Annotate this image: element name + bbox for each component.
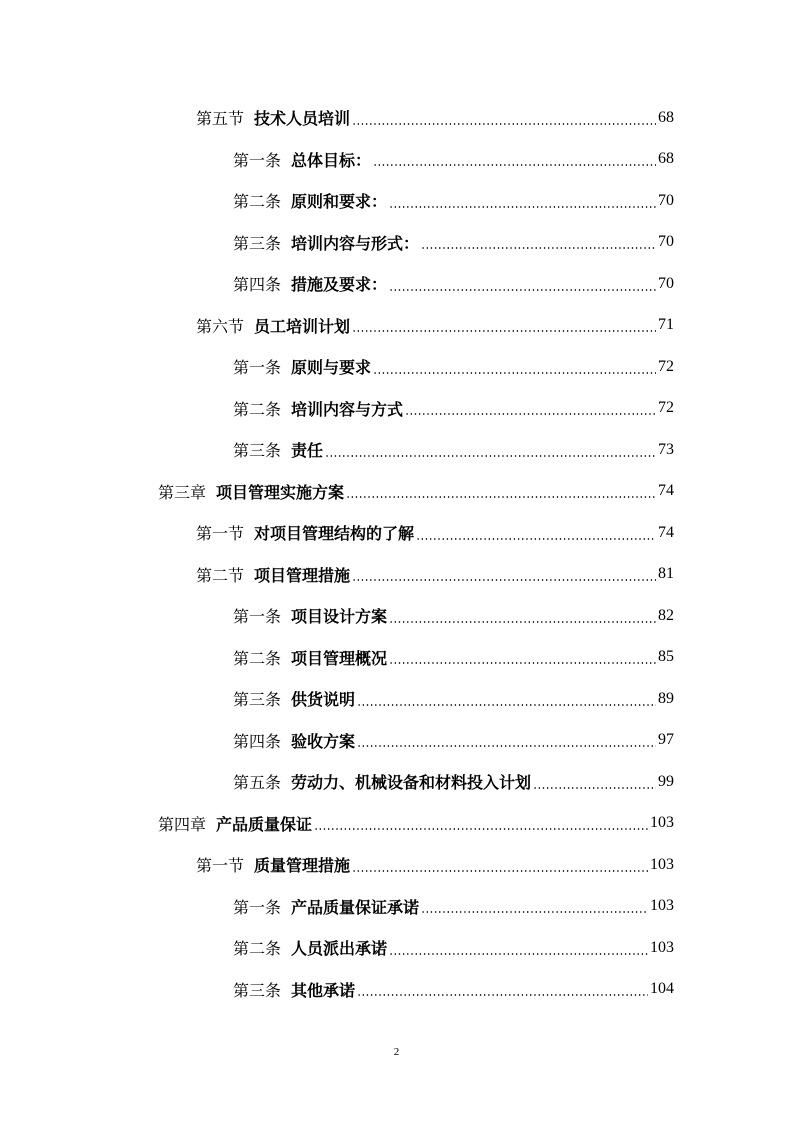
toc-entry[interactable] bbox=[0, 761, 793, 803]
toc-leader-dots bbox=[389, 662, 656, 664]
toc-entry-title: 产品质量保证 bbox=[216, 814, 313, 834]
toc-entry-title: 总体目标： bbox=[291, 150, 372, 170]
toc-entry-page: 68 bbox=[658, 108, 674, 126]
toc-entry-title: 培训内容与方式 bbox=[291, 399, 404, 419]
toc-entry-page: 74 bbox=[658, 482, 674, 500]
toc-leader-dots bbox=[352, 870, 648, 872]
toc-entry-page: 68 bbox=[658, 150, 674, 168]
toc-leader-dots bbox=[352, 330, 656, 332]
toc-leader-dots bbox=[389, 953, 648, 955]
toc-entry-title: 措施及要求： bbox=[291, 275, 388, 295]
toc-leader-dots bbox=[389, 621, 656, 623]
toc-leader-dots bbox=[357, 704, 656, 706]
toc-entry-page: 70 bbox=[658, 191, 674, 209]
toc-entry[interactable] bbox=[0, 139, 793, 181]
page-number: 2 bbox=[393, 1046, 400, 1058]
toc-entry-number: 第二条 bbox=[233, 399, 282, 419]
toc-entry-number: 第三条 bbox=[233, 690, 282, 710]
toc-entry[interactable] bbox=[0, 346, 793, 388]
toc-entry-number: 第四条 bbox=[233, 731, 282, 751]
toc-entry[interactable] bbox=[0, 927, 793, 969]
toc-entry[interactable] bbox=[0, 678, 793, 720]
toc-entry-page: 103 bbox=[650, 855, 674, 873]
toc-entry-page: 74 bbox=[658, 523, 674, 541]
toc-entry-title: 其他承诺 bbox=[291, 980, 356, 1000]
toc-entry[interactable] bbox=[0, 637, 793, 679]
toc-entry-page: 97 bbox=[658, 731, 674, 749]
toc-entry[interactable] bbox=[0, 512, 793, 554]
toc-entry[interactable] bbox=[0, 263, 793, 305]
toc-entry-number: 第四条 bbox=[233, 275, 282, 295]
toc-leader-dots bbox=[357, 994, 648, 996]
toc-entry[interactable] bbox=[0, 720, 793, 762]
toc-entry-title: 项目管理实施方案 bbox=[216, 482, 345, 502]
toc-entry-title: 项目设计方案 bbox=[291, 607, 388, 627]
toc-entry-page: 72 bbox=[658, 357, 674, 375]
toc-entry-title: 人员派出承诺 bbox=[291, 939, 388, 959]
toc-entry-page: 99 bbox=[658, 772, 674, 790]
toc-entry-number: 第三章 bbox=[158, 482, 207, 502]
toc-entry-page: 81 bbox=[658, 565, 674, 583]
toc-entry-page: 89 bbox=[658, 689, 674, 707]
toc-entry-number: 第一条 bbox=[233, 897, 282, 917]
toc-entry-title: 技术人员培训 bbox=[254, 109, 351, 129]
toc-leader-dots bbox=[373, 372, 656, 374]
toc-entry-title: 培训内容与形式： bbox=[291, 233, 420, 253]
toc-entry[interactable] bbox=[0, 595, 793, 637]
toc-entry-page: 103 bbox=[650, 897, 674, 915]
toc-entry[interactable] bbox=[0, 180, 793, 222]
toc-entry[interactable] bbox=[0, 471, 793, 513]
toc-entry-number: 第二条 bbox=[233, 939, 282, 959]
toc-entry-page: 71 bbox=[658, 316, 674, 334]
toc-entry[interactable] bbox=[0, 97, 793, 139]
toc-entry-title: 责任 bbox=[291, 441, 324, 461]
toc-entry-page: 85 bbox=[658, 648, 674, 666]
toc-entry[interactable] bbox=[0, 803, 793, 845]
toc-entry-number: 第三条 bbox=[233, 441, 282, 461]
toc-entry[interactable] bbox=[0, 844, 793, 886]
toc-entry[interactable] bbox=[0, 222, 793, 264]
toc-entry-title: 产品质量保证承诺 bbox=[291, 897, 420, 917]
toc-entry[interactable] bbox=[0, 388, 793, 430]
toc-entry-page: 82 bbox=[658, 606, 674, 624]
toc-entry-number: 第二条 bbox=[233, 648, 282, 668]
toc-entry-title: 员工培训计划 bbox=[254, 316, 351, 336]
toc-entry-number: 第一条 bbox=[233, 150, 282, 170]
toc-entry-title: 劳动力、机械设备和材料投入计划 bbox=[291, 773, 532, 793]
toc-entry-title: 对项目管理结构的了解 bbox=[254, 524, 415, 544]
toc-entry-page: 70 bbox=[658, 233, 674, 251]
toc-entry-title: 项目管理措施 bbox=[254, 565, 351, 585]
toc-entry-number: 第三条 bbox=[233, 980, 282, 1000]
toc-leader-dots bbox=[421, 911, 648, 913]
toc-entry[interactable] bbox=[0, 554, 793, 596]
toc-leader-dots bbox=[314, 828, 648, 830]
toc-leader-dots bbox=[357, 745, 656, 747]
toc-entry-number: 第一条 bbox=[233, 607, 282, 627]
toc-entry-page: 103 bbox=[650, 938, 674, 956]
toc-leader-dots bbox=[416, 538, 656, 540]
toc-entry-page: 104 bbox=[650, 980, 674, 998]
toc-entry-number: 第六节 bbox=[196, 316, 245, 336]
toc-leader-dots bbox=[389, 206, 656, 208]
toc-entry-page: 103 bbox=[650, 814, 674, 832]
toc-entry-title: 验收方案 bbox=[291, 731, 356, 751]
toc-entry-page: 70 bbox=[658, 274, 674, 292]
toc-entry-number: 第五条 bbox=[233, 773, 282, 793]
toc-entry-number: 第一节 bbox=[196, 856, 245, 876]
toc-leader-dots bbox=[533, 787, 656, 789]
toc-entry-number: 第二节 bbox=[196, 565, 245, 585]
toc-entry-number: 第二条 bbox=[233, 192, 282, 212]
toc-entry-page: 72 bbox=[658, 399, 674, 417]
toc-leader-dots bbox=[389, 289, 656, 291]
toc-entry-title: 原则与要求 bbox=[291, 358, 372, 378]
toc-leader-dots bbox=[373, 164, 656, 166]
toc-entry-number: 第五节 bbox=[196, 109, 245, 129]
toc-entry-number: 第一节 bbox=[196, 524, 245, 544]
toc-entry-number: 第一条 bbox=[233, 358, 282, 378]
toc-entry-number: 第四章 bbox=[158, 814, 207, 834]
toc-leader-dots bbox=[352, 123, 656, 125]
toc-leader-dots bbox=[352, 579, 656, 581]
toc-leader-dots bbox=[346, 496, 656, 498]
toc-leader-dots bbox=[405, 413, 656, 415]
toc-leader-dots bbox=[325, 455, 656, 457]
toc-entry[interactable] bbox=[0, 305, 793, 347]
toc-entry[interactable] bbox=[0, 969, 793, 1011]
toc-entry[interactable] bbox=[0, 886, 793, 928]
table-of-contents bbox=[0, 97, 793, 1010]
toc-entry[interactable] bbox=[0, 429, 793, 471]
toc-entry-page: 73 bbox=[658, 440, 674, 458]
toc-entry-title: 项目管理概况 bbox=[291, 648, 388, 668]
toc-entry-number: 第三条 bbox=[233, 233, 282, 253]
toc-entry-title: 质量管理措施 bbox=[254, 856, 351, 876]
toc-entry-title: 原则和要求： bbox=[291, 192, 388, 212]
toc-entry-title: 供货说明 bbox=[291, 690, 356, 710]
toc-leader-dots bbox=[421, 247, 656, 249]
